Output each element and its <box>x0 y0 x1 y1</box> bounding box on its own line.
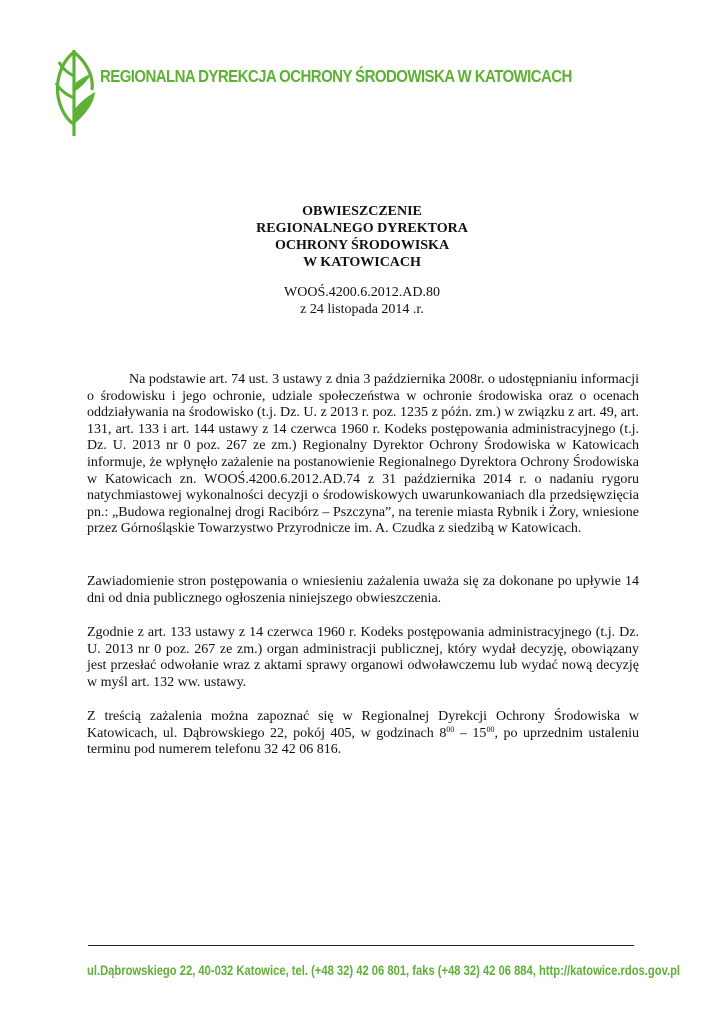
document-title <box>0 203 724 271</box>
reference-date: z 24 listopada 2014 .r. <box>300 302 424 317</box>
reference-block <box>0 284 724 318</box>
reference-number: WOOŚ.4200.6.2012.AD.80 <box>284 285 440 300</box>
title-line: W KATOWICACH <box>303 255 421 270</box>
title-line: OBWIESZCZENIE <box>302 204 422 219</box>
paragraph-text: – 15 <box>454 725 487 741</box>
footer-divider <box>88 945 634 946</box>
body-paragraph-4 <box>87 709 639 759</box>
body-paragraph-2: Zawiadomienie stron postępowania o wniesieniu zażalenia uważa się za dokonane po upływie 14 dni od dnia publicznego ogłoszenia niniejszego obwieszczenia. <box>87 574 639 606</box>
paragraph-text: Z treścią zażalenia można zapoznać się w Regionalnej Dyrekcji Ochrony Środowiska w Katowicach, ul. Dąbrowskiego 22, pokój 405, w godzinach 8 <box>87 709 639 741</box>
leaf-logo-icon <box>50 46 98 138</box>
footer-contact: ul.Dąbrowskiego 22, 40-032 Katowice, tel. (+48 32) 42 06 801, faks (+48 32) 42 06 884, http://katowice.rdos.gov.pl <box>87 962 681 978</box>
title-line: OCHRONY ŚRODOWISKA <box>274 238 450 253</box>
body-paragraph-3: Zgodnie z art. 133 ustawy z 14 czerwca 1960 r. Kodeks postępowania administracyjnego (t.j. Dz. U. 2013 nr 0 poz. 267 ze zm.) organ administracji publicznej, który wydał decyzję, obowiązany jest przesłać odwołanie wraz z aktami sprawy organowi odwoławczemu lub wydać nową decyzję w myśl art. 132 ww. ustawy. <box>87 625 639 690</box>
title-line: REGIONALNEGO DYREKTORA <box>256 221 468 236</box>
hour-superscript: 00 <box>486 724 495 734</box>
body-paragraph-1: Na podstawie art. 74 ust. 3 ustawy z dnia 3 października 2008r. o udostępnianiu informacji o środowisku i jego ochronie, udziale społeczeństwa w ochronie środowiska oraz o ocenach oddziaływania na środowisko (t.j. Dz. U. z 2013 r. poz. 1235 z późn. zm.) w związku z art. 49, art. 131, art. 133 i art. 144 ustawy z 14 czerwca 1960 r. Kodeks postępowania administracyjnego (t.j. Dz. U. 2013 nr 0 poz. 267 ze zm.) Regionalny Dyrektor Ochrony Środowiska w Katowicach informuje, że wpłynęło zażalenie na postanowienie Regionalnego Dyrektora Ochrony Środowiska w Katowicach zn. WOOŚ.4200.6.2012.AD.74 z 31 października 2014 r. o nadaniu rygoru natychmiastowej wykonalności decyzji o środowiskowych uwarunkowaniach dla przedsięwzięcia pn.: „Budowa regionalnej drogi Racibórz – Pszczyna”, na terenie miasta Rybnik i Żory, wniesione przez Górnośląskie Towarzystwo Przyrodnicze im. A. Czudka z siedzibą w Katowicach. <box>87 372 639 537</box>
organization-name: REGIONALNA DYREKCJA OCHRONY ŚRODOWISKA W KATOWICACH <box>100 66 572 86</box>
paragraph-text: , po uprzednim ustaleniu terminu pod numerem telefonu 32 42 06 816. <box>87 725 639 758</box>
hour-superscript: 00 <box>446 724 455 734</box>
